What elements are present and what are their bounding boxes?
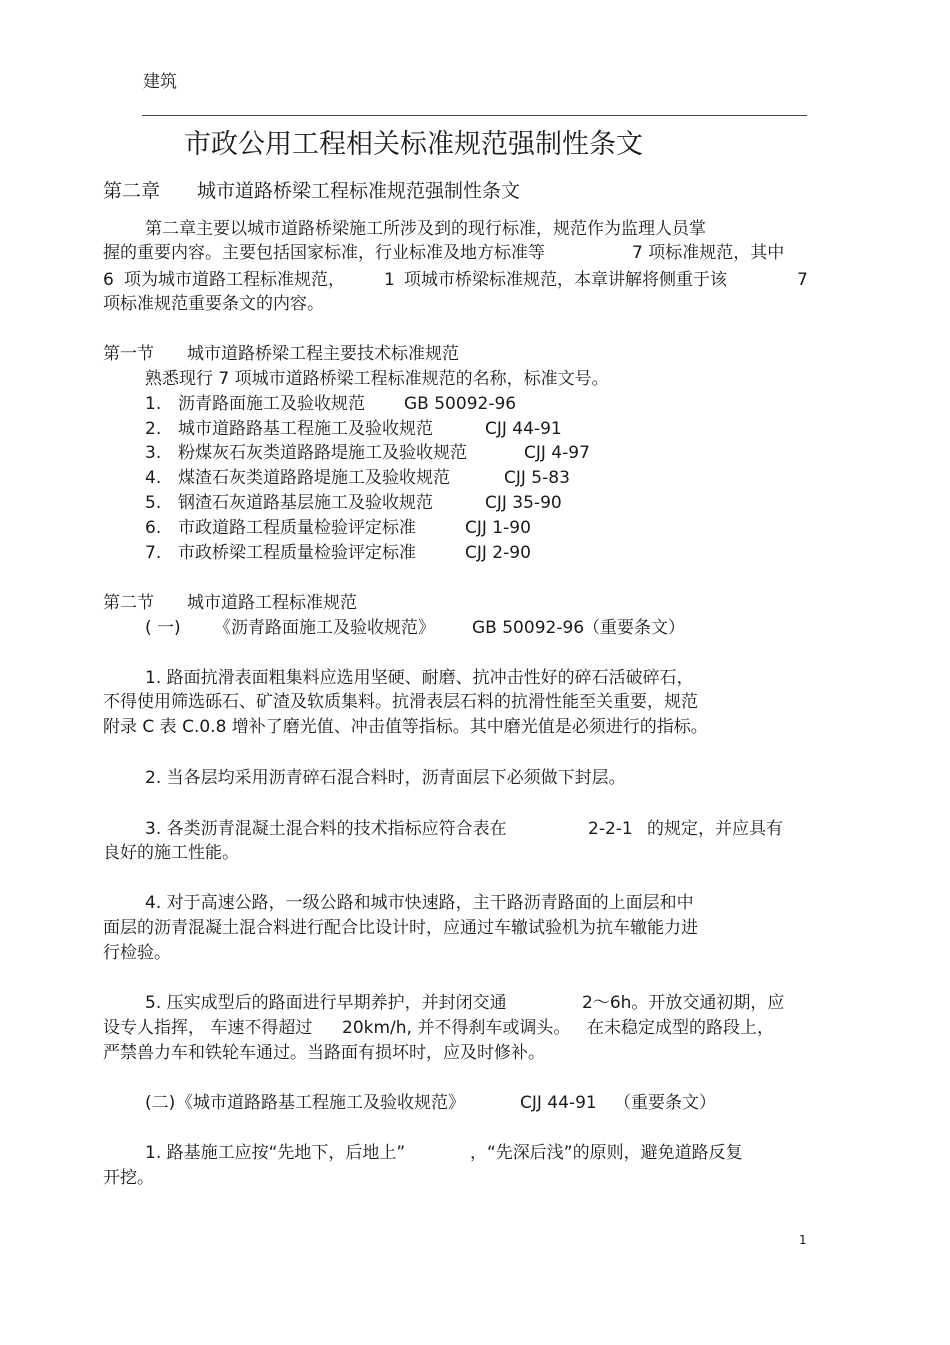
- chapter-title: 城市道路桥梁工程标准规范强制性条文: [197, 180, 521, 202]
- section1-label: 第一节: [103, 344, 154, 364]
- clause-line: 4. 对于高速公路，一级公路和城市快速路，主干路沥青路面的上面层和中: [145, 893, 694, 913]
- clause-line-fragment: ，“先深后浅”的原则，避免道路反复: [470, 1143, 743, 1163]
- item-name: 沥青路面施工及验收规范: [178, 394, 365, 414]
- item-name: 市政道路工程质量检验评定标准: [178, 518, 416, 538]
- intro-line: 握的重要内容。主要包括国家标准，行业标准及地方标准等: [103, 243, 545, 263]
- clause-line-fragment: 在未稳定成型的路段上，: [587, 1018, 774, 1038]
- subsection-number: ( 一): [145, 618, 181, 638]
- item-number: 4.: [145, 468, 162, 488]
- clause-line: 1. 路面抗滑表面粗集料应选用坚硬、耐磨、抗冲击性好的碎石活破碎石，: [145, 668, 694, 688]
- chapter-label: 第二章: [103, 180, 161, 202]
- clause-line: 设专人指挥， 车速不得超过: [103, 1018, 313, 1038]
- item-code: CJJ 1-90: [465, 518, 531, 538]
- clause-line: 行检验。: [103, 943, 171, 963]
- intro-line-fragment: 6: [103, 270, 114, 290]
- section1-title: 城市道路桥梁工程主要技术标准规范: [187, 344, 459, 364]
- subsection-note: （重要条文）: [614, 1093, 716, 1113]
- item-number: 6.: [145, 518, 162, 538]
- header-divider: [142, 115, 807, 116]
- clause-line-fragment: 2-2-1: [588, 819, 633, 839]
- clause-line: 3. 各类沥青混凝土混合料的技术指标应符合表在: [145, 819, 507, 839]
- subsection-note: （重要条文）: [583, 618, 685, 638]
- item-number: 5.: [145, 493, 162, 513]
- item-name: 城市道路路基工程施工及验收规范: [178, 419, 433, 439]
- item-code: CJJ 35-90: [485, 493, 562, 513]
- item-number: 2.: [145, 419, 162, 439]
- clause-line: 严禁兽力车和铁轮车通过。当路面有损坏时，应及时修补。: [103, 1043, 545, 1063]
- item-code: CJJ 4-97: [524, 443, 590, 463]
- running-head: 建筑: [143, 72, 177, 92]
- subsection-name: 《沥青路面施工及验收规范》: [214, 618, 435, 638]
- intro-line-fragment: 1: [384, 270, 395, 290]
- subsection-code: GB 50092-96: [472, 618, 585, 638]
- subsection-number: (二): [145, 1093, 176, 1113]
- intro-line-fragment: 7: [797, 270, 808, 290]
- item-name: 粉煤灰石灰类道路路堤施工及验收规范: [178, 443, 467, 463]
- subsection-name: 《城市道路路基工程施工及验收规范》: [176, 1093, 465, 1113]
- item-name: 市政桥梁工程质量检验评定标准: [178, 543, 416, 563]
- item-number: 7.: [145, 543, 162, 563]
- clause-line-fragment: 20km/h, 并不得刹车或调头。: [342, 1018, 571, 1038]
- clause-paragraph: 2. 当各层均采用沥青碎石混合料时，沥青面层下必须做下封层。: [145, 768, 626, 788]
- clause-line: 面层的沥青混凝土混合料进行配合比设计时，应通过车辙试验机为抗车辙能力进: [103, 918, 698, 938]
- clause-line: 良好的施工性能。: [103, 843, 239, 863]
- clause-line: 开挖。: [103, 1168, 154, 1188]
- clause-line: 附录 C 表 C.0.8 增补了磨光值、冲击值等指标。其中磨光值是必须进行的指标。: [103, 717, 708, 737]
- item-code: CJJ 44-91: [485, 419, 562, 439]
- intro-line-fragment: 7 项标准规范，其中: [632, 243, 785, 263]
- item-code: GB 50092-96: [404, 394, 517, 414]
- item-name: 煤渣石灰类道路路堤施工及验收规范: [178, 468, 450, 488]
- item-code: CJJ 5-83: [504, 468, 570, 488]
- section2-label: 第二节: [103, 593, 154, 613]
- intro-line-fragment: 项为城市道路工程标准规范，: [124, 270, 345, 290]
- clause-line: 1. 路基施工应按“先地下，后地上”: [145, 1143, 406, 1163]
- item-number: 1.: [145, 394, 162, 414]
- intro-line: 项标准规范重要条文的内容。: [103, 294, 324, 314]
- intro-line: 第二章主要以城市道路桥梁施工所涉及到的现行标准，规范作为监理人员掌: [145, 219, 706, 239]
- item-number: 3.: [145, 443, 162, 463]
- subsection-code: CJJ 44-91: [520, 1093, 597, 1113]
- intro-line-fragment: 项城市桥梁标准规范，本章讲解将侧重于该: [404, 270, 727, 290]
- clause-line-fragment: 2～6h。开放交通初期，应: [582, 993, 785, 1013]
- clause-line-fragment: 的规定，并应具有: [647, 819, 783, 839]
- item-code: CJJ 2-90: [465, 543, 531, 563]
- clause-line: 5. 压实成型后的路面进行早期养护，并封闭交通: [145, 993, 507, 1013]
- section2-title: 城市道路工程标准规范: [187, 593, 357, 613]
- section1-lead: 熟悉现行 7 项城市道路桥梁工程标准规范的名称，标准文号。: [145, 369, 609, 389]
- clause-line: 不得使用筛选砾石、矿渣及软质集料。抗滑表层石料的抗滑性能至关重要，规范: [103, 692, 698, 712]
- document-title: 市政公用工程相关标准规范强制性条文: [184, 129, 643, 160]
- page-number: 1: [799, 1233, 807, 1247]
- item-name: 钢渣石灰道路基层施工及验收规范: [178, 493, 433, 513]
